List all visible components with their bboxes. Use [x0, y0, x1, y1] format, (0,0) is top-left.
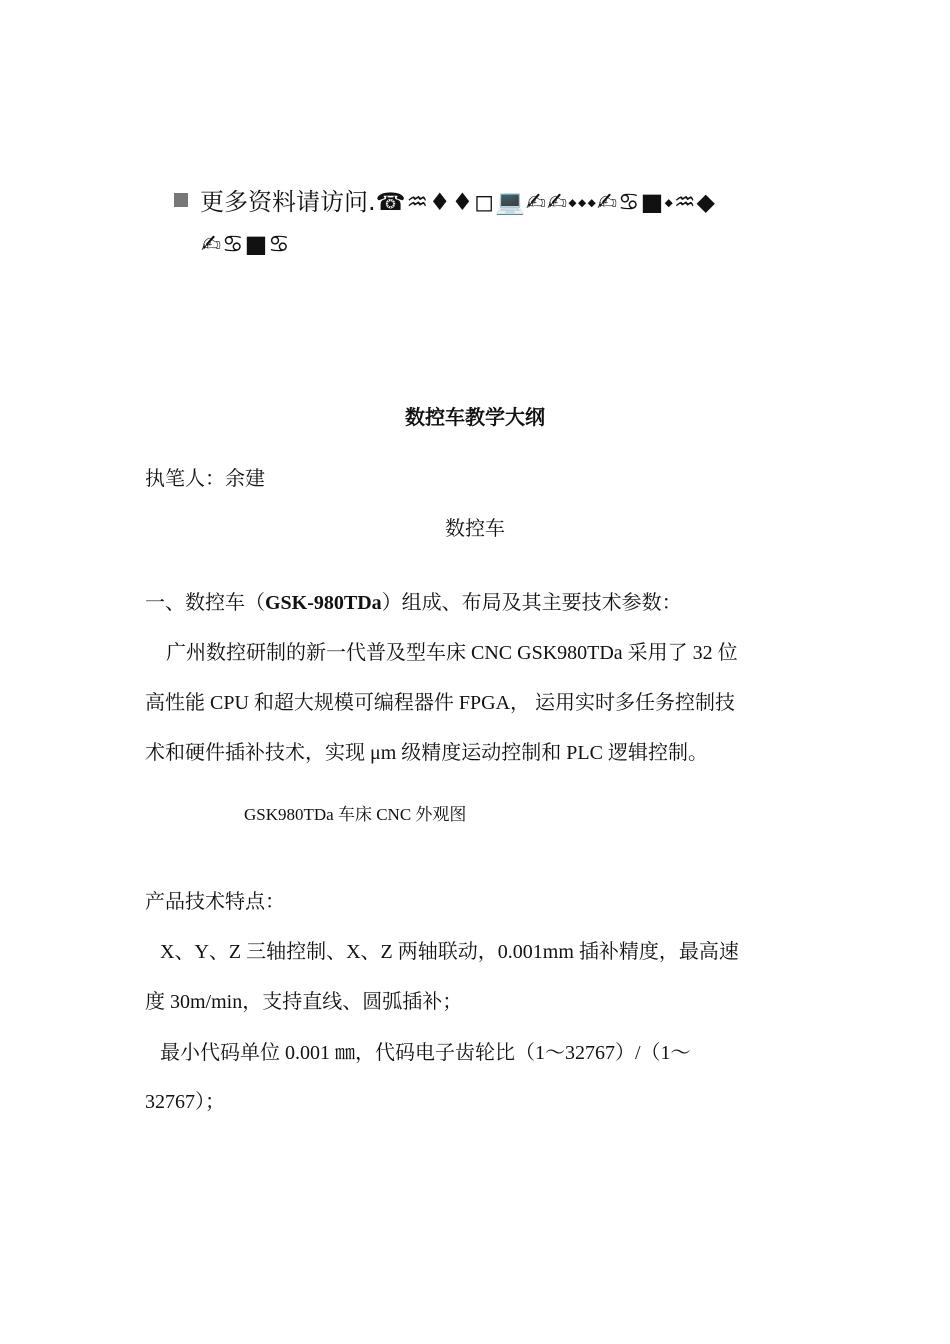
- intro-line-2: 高性能 CPU 和超大规模可编程器件 FPGA， 运用实时多任务控制技: [145, 692, 736, 714]
- square-bullet-icon: [174, 193, 188, 207]
- resource-link-url-glyphs-line2[interactable]: ✍♋■♋: [201, 230, 291, 258]
- intro-line-3: 术和硬件插补技术，实现 μm 级精度运动控制和 PLC 逻辑控制。: [145, 742, 708, 764]
- section-heading-prefix: 一、数控车（: [145, 592, 265, 614]
- author-line: 执笔人：余建: [145, 468, 265, 490]
- features-heading: 产品技术特点：: [145, 891, 285, 913]
- document-subtitle: 数控车: [445, 518, 505, 540]
- document-title: 数控车教学大纲: [405, 405, 545, 429]
- section-heading-model: GSK-980TDa: [265, 592, 382, 614]
- section-heading-1: [145, 586, 682, 615]
- feature-line-4: 32767）；: [145, 1091, 225, 1113]
- resource-link-url-glyphs[interactable]: ☎♒♦♦◻💻✍✍⬩⬩⬩✍♋■⬩♒◆: [375, 188, 716, 216]
- intro-line-1: 广州数控研制的新一代普及型车床 CNC GSK980TDa 采用了 32 位: [166, 642, 738, 664]
- resource-link-label[interactable]: 更多资料请访问.: [200, 188, 376, 216]
- feature-line-1: X、Y、Z 三轴控制、X、Z 两轴联动，0.001mm 插补精度，最高速: [160, 941, 739, 963]
- feature-line-2: 度 30m/min，支持直线、圆弧插补；: [145, 991, 463, 1013]
- feature-line-3: 最小代码单位 0.001 ㎜，代码电子齿轮比（1～32767）/（1～: [160, 1042, 691, 1064]
- section-heading-suffix: ）组成、布局及其主要技术参数：: [381, 592, 682, 614]
- resource-link-line[interactable]: [174, 182, 716, 217]
- figure-caption: GSK980TDa 车床 CNC 外观图: [244, 805, 467, 824]
